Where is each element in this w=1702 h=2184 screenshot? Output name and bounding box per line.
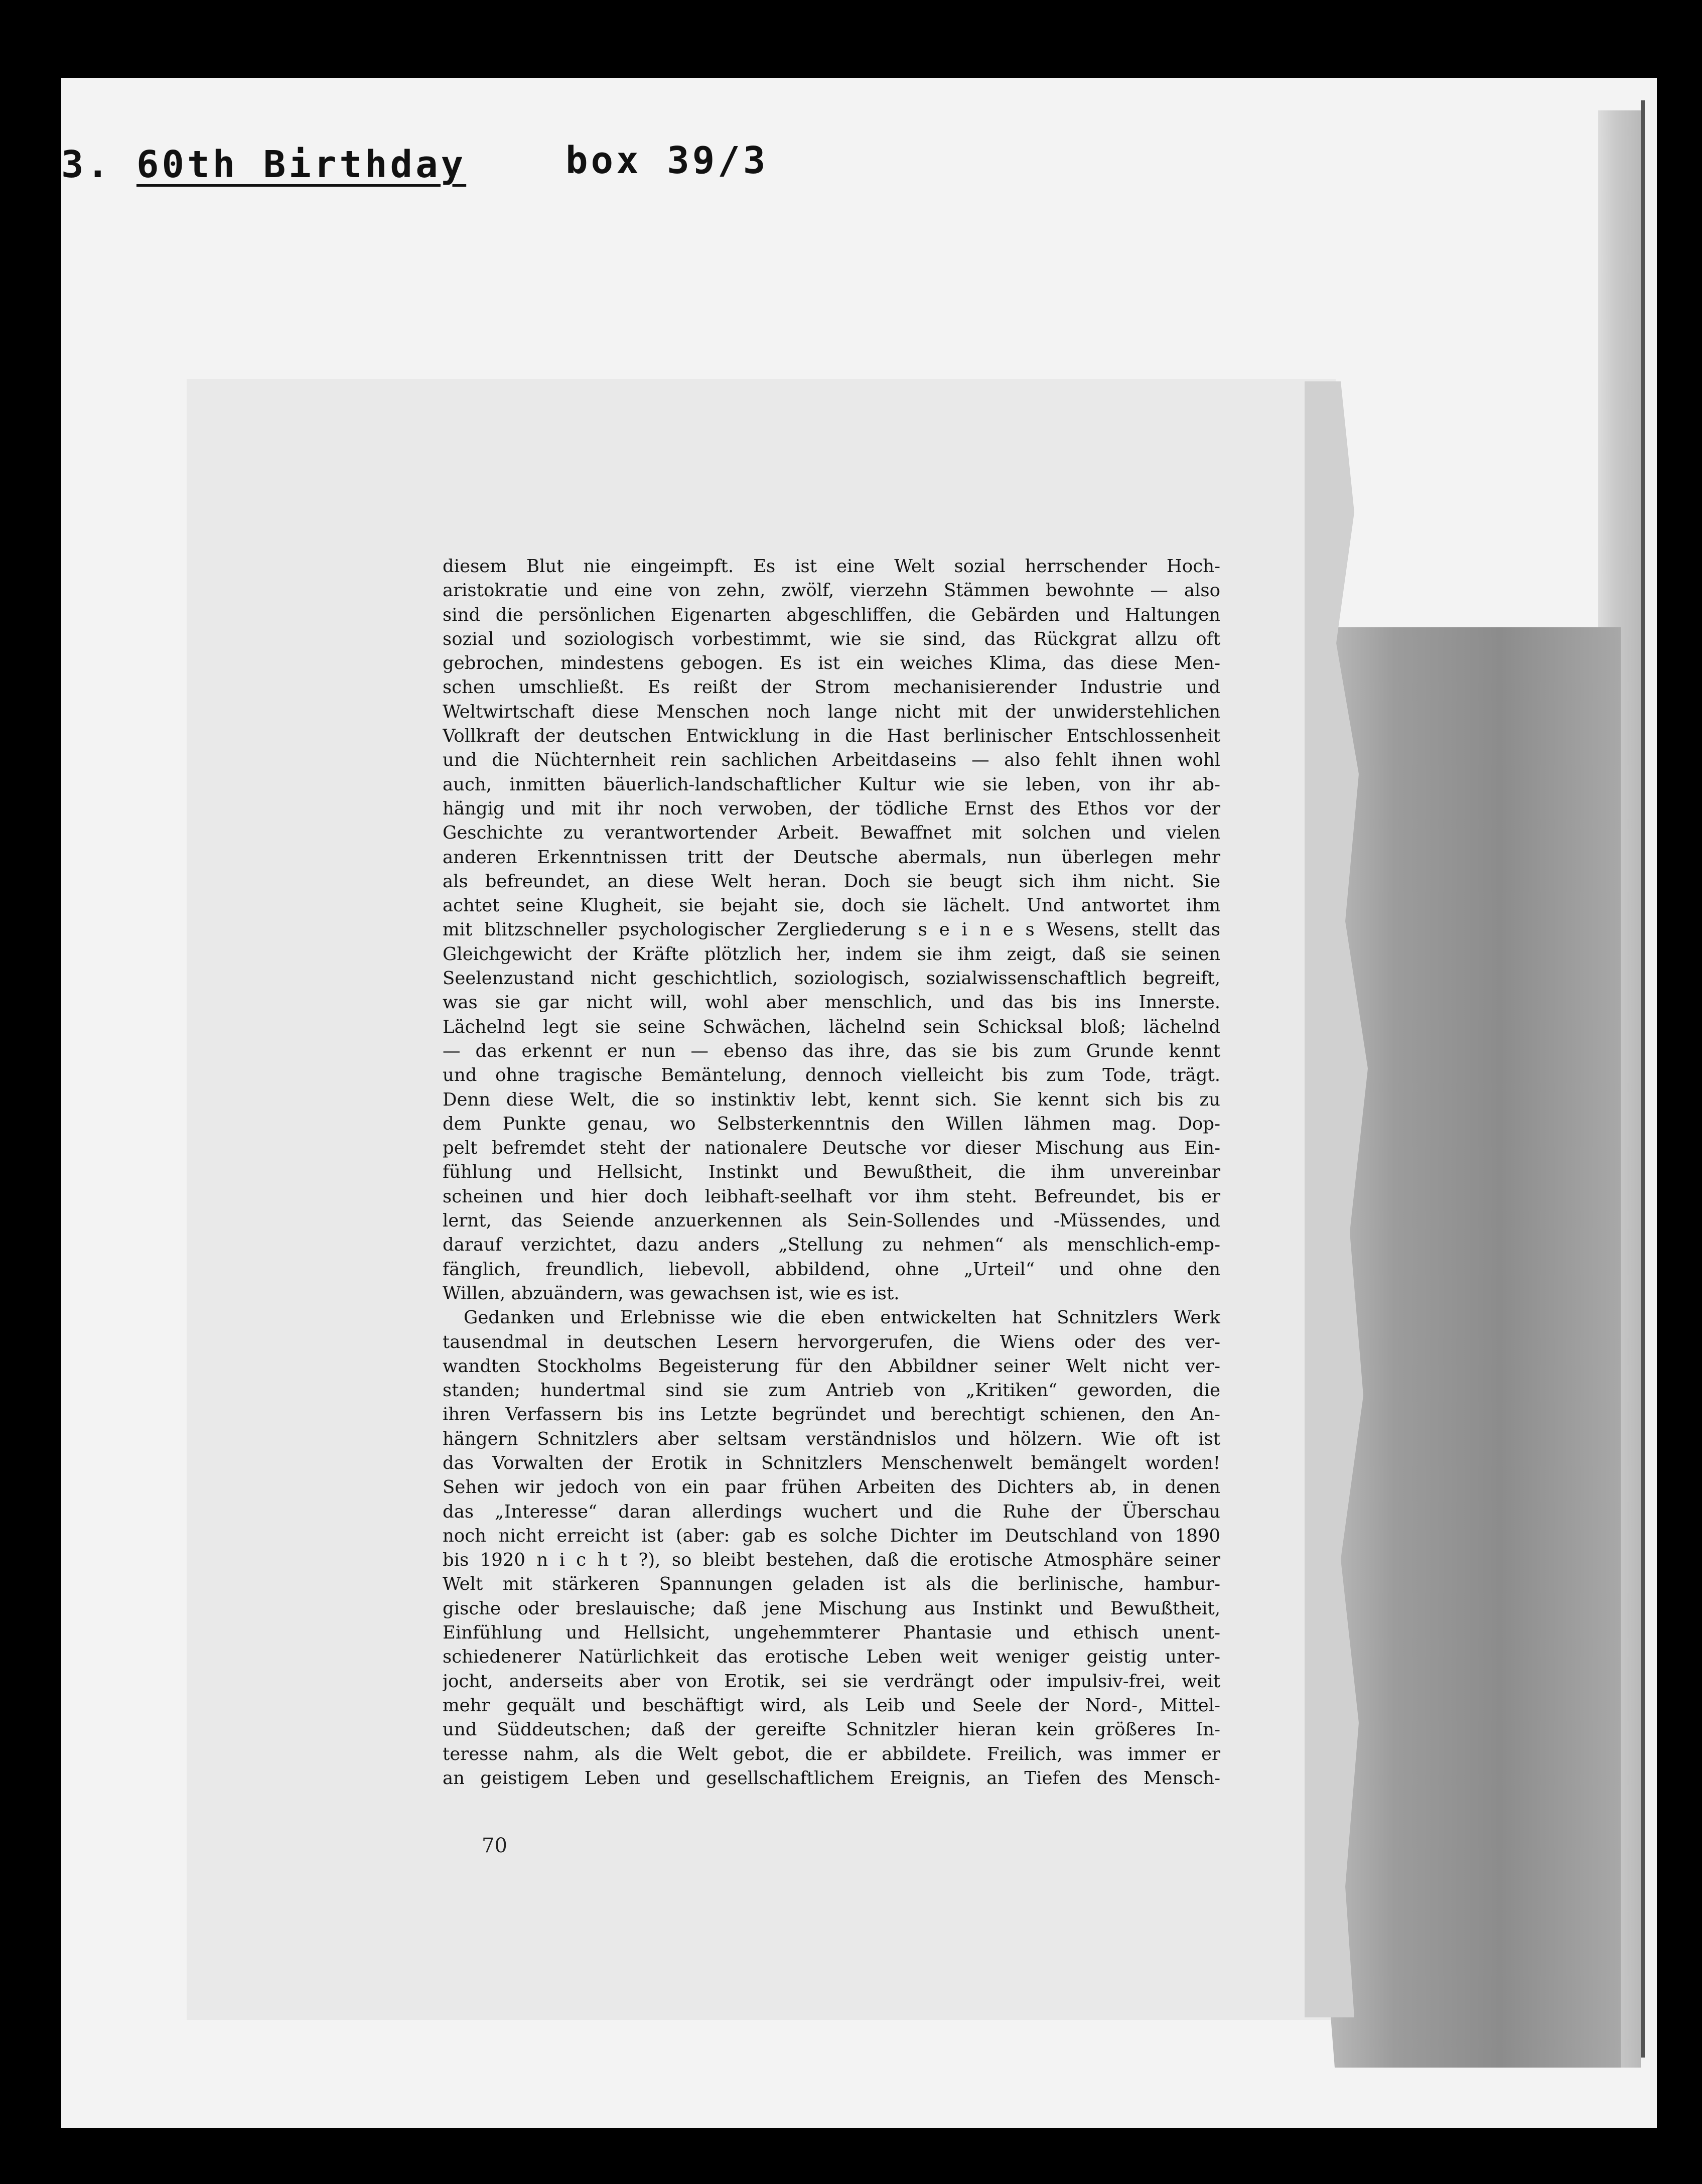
text-line: Geschichte zu verantwortender Arbeit. Bewaffnet mit solchen und vielen — [443, 823, 1220, 844]
text-line: Sehen wir jedoch von ein paar frühen Arbeiten des Dichters ab, in denen — [443, 1477, 1220, 1498]
text-line: fühlung und Hellsicht, Instinkt und Bewußtheit, die ihm unvereinbar — [443, 1162, 1220, 1183]
page-shadow — [1320, 627, 1621, 2068]
header-title: 60th Birthday — [136, 143, 467, 186]
text-line: Vollkraft der deutschen Entwicklung in die Hast berlinischer Entschlossenheit — [443, 726, 1220, 747]
text-line: bis 1920 n i c h t ?), so bleibt bestehen, daß die erotische Atmosphäre seiner — [443, 1550, 1220, 1571]
text-line: gische oder breslauische; daß jene Mischung aus Instinkt und Bewußtheit, — [443, 1598, 1220, 1619]
text-line: anderen Erkenntnissen tritt der Deutsche abermals, nun überlegen mehr — [443, 847, 1220, 868]
text-line: Willen, abzuändern, was gewachsen ist, wie es ist. — [443, 1283, 900, 1304]
text-line: diesem Blut nie eingeimpft. Es ist eine Welt sozial herrschender Hoch- — [443, 556, 1220, 577]
text-line: Gleichgewicht der Kräfte plötzlich her, indem sie ihm zeigt, daß sie seinen — [443, 943, 1220, 965]
text-line: standen; hundertmal sind sie zum Antrieb von „Kritiken“ geworden, die — [443, 1380, 1220, 1401]
text-line: Weltwirtschaft diese Menschen noch lange nicht mit der unwiderstehlichen — [443, 701, 1220, 722]
text-line: Lächelnd legt sie seine Schwächen, lächelnd sein Schicksal bloß; lächelnd — [443, 1016, 1220, 1037]
text-line: und die Nüchternheit rein sachlichen Arbeitdaseins — also fehlt ihnen wohl — [443, 750, 1220, 771]
text-line: hängig und mit ihr noch verwoben, der tödliche Ernst des Ethos vor der — [443, 798, 1220, 819]
text-line: schen umschließt. Es reißt der Strom mechanisierender Industrie und — [443, 677, 1220, 698]
text-line: hängern Schnitzlers aber seltsam verständnislos und hölzern. Wie oft ist — [443, 1428, 1220, 1449]
text-line: noch nicht erreicht ist (aber: gab es solche Dichter im Deutschland von 1890 — [443, 1525, 1220, 1546]
text-line: achtet seine Klugheit, sie bejaht sie, doch sie lächelt. Und antwortet ihm — [443, 895, 1220, 916]
text-line: pelt befremdet steht der nationalere Deutsche vor dieser Mischung aus Ein- — [443, 1138, 1220, 1159]
text-line: Einfühlung und Hellsicht, ungehemmterer Phantasie und ethisch unent- — [443, 1622, 1220, 1644]
text-line: das Vorwalten der Erotik in Schnitzlers Menschenwelt bemängelt worden! — [443, 1452, 1220, 1473]
text-line: — das erkennt er nun — ebenso das ihre, das sie bis zum Grunde kennt — [443, 1040, 1220, 1061]
text-line: aristokratie und eine von zehn, zwölf, vierzehn Stämmen bewohnte — also — [443, 580, 1220, 601]
text-line: Gedanken und Erlebnisse wie die eben entwickelten hat Schnitzlers Werk — [464, 1307, 1220, 1328]
text-line: an geistigem Leben und gesellschaftlichem Ereignis, an Tiefen des Mensch- — [443, 1767, 1220, 1789]
text-line: und Süddeutschen; daß der gereifte Schnitzler hieran kein größeres In- — [443, 1719, 1220, 1740]
text-line: schiedenerer Natürlichkeit das erotische Leben weit weniger geistig unter- — [443, 1647, 1220, 1668]
header-number: 3. — [61, 143, 112, 186]
text-line: mehr gequält und beschäftigt wird, als Leib und Seele der Nord-, Mittel- — [443, 1695, 1220, 1716]
text-line: Denn diese Welt, die so instinktiv lebt, kennt sich. Sie kennt sich bis zu — [443, 1089, 1220, 1110]
body-text — [443, 555, 1220, 1791]
text-line: sind die persönlichen Eigenarten abgeschliffen, die Gebärden und Haltungen — [443, 604, 1220, 625]
text-line: scheinen und hier doch leibhaft-seelhaft vor ihm steht. Befreundet, bis er — [443, 1186, 1220, 1207]
text-line: als befreundet, an diese Welt heran. Doch sie beugt sich ihm nicht. Sie — [443, 871, 1220, 892]
text-line: teresse nahm, als die Welt gebot, die er abbildete. Freilich, was immer er — [443, 1743, 1220, 1764]
text-line: ihren Verfassern bis ins Letzte begründet und berechtigt schienen, den An- — [443, 1404, 1220, 1425]
text-line: sozial und soziologisch vorbestimmt, wie sie sind, das Rückgrat allzu oft — [443, 628, 1220, 649]
page-number: 70 — [482, 1834, 507, 1857]
text-line: wandten Stockholms Begeisterung für den Abbildner seiner Welt nicht ver- — [443, 1355, 1220, 1377]
text-line: darauf verzichtet, dazu anders „Stellung zu nehmen“ als menschlich-emp- — [443, 1235, 1220, 1256]
text-line: Seelenzustand nicht geschichtlich, soziologisch, sozialwissenschaftlich begreift, — [443, 968, 1220, 989]
text-line: lernt, das Seiende anzuerkennen als Sein-Sollendes und -Müssendes, und — [443, 1210, 1220, 1232]
text-line: auch, inmitten bäuerlich-landschaftlicher Kultur wie sie leben, von ihr ab- — [443, 774, 1220, 795]
text-line: dem Punkte genau, wo Selbsterkenntnis den Willen lähmen mag. Dop- — [443, 1113, 1220, 1134]
text-line: fänglich, freundlich, liebevoll, abbildend, ohne „Urteil“ und ohne den — [443, 1259, 1220, 1280]
text-line: das „Interesse“ daran allerdings wuchert und die Ruhe der Überschau — [443, 1501, 1220, 1522]
header-box-label: box 39/3 — [565, 139, 769, 182]
sheet-edge — [1641, 100, 1645, 2058]
text-line: gebrochen, mindestens gebogen. Es ist ein weiches Klima, das diese Men- — [443, 653, 1220, 674]
text-line: tausendmal in deutschen Lesern hervorgerufen, die Wiens oder des ver- — [443, 1331, 1220, 1352]
text-line: was sie gar nicht will, wohl aber menschlich, und das bis ins Innerste. — [443, 992, 1220, 1013]
text-line: jocht, anderseits aber von Erotik, sei sie verdrängt oder impulsiv-frei, weit — [443, 1671, 1220, 1692]
text-line: und ohne tragische Bemäntelung, dennoch vielleicht bis zum Tode, trägt. — [443, 1065, 1220, 1086]
text-line: Welt mit stärkeren Spannungen geladen ist als die berlinische, hambur- — [443, 1574, 1220, 1595]
text-line: mit blitzschneller psychologischer Zergliederung s e i n e s Wesens, stellt das — [443, 919, 1220, 940]
